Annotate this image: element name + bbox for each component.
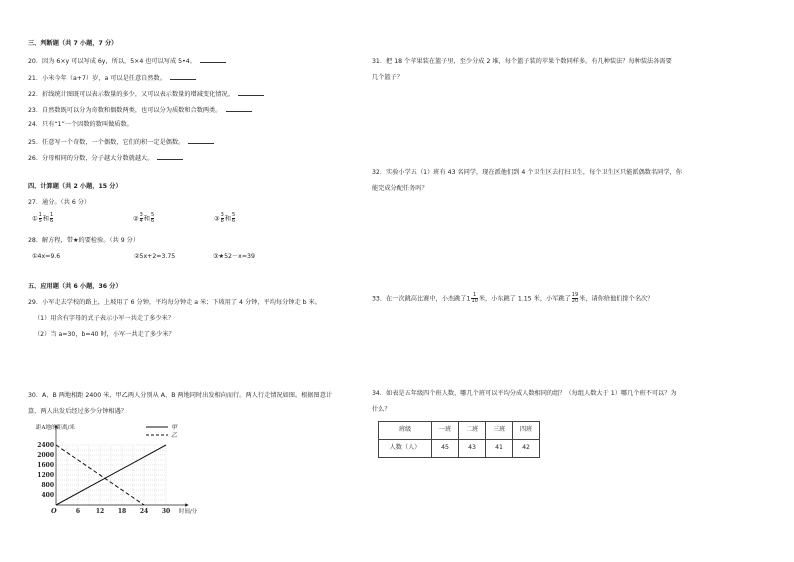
table-header-cell: 三班 xyxy=(486,422,513,440)
y-tick-label: 400 xyxy=(41,492,54,499)
y-tick-label: 2400 xyxy=(37,442,54,449)
y-tick-label: 1200 xyxy=(37,472,54,479)
question-25: 25．任意写一个奇数，一个偶数，它们的积一定是偶数。 xyxy=(28,138,214,146)
question-34-line-1: 34．如表是五年级四个班人数，哪几个班可以平均分成人数相同的组？（每组人数大于 1）哪几个班不可以？为 xyxy=(372,390,677,397)
table-cell: 42 xyxy=(513,440,540,458)
question-23: 23．自然数既可以分为奇数和偶数两类，也可以分为质数和合数两类。 xyxy=(28,106,252,114)
table-cell: 41 xyxy=(486,440,513,458)
question-30-line-2: 算，两人出发后经过多少分钟相遇？ xyxy=(28,408,127,415)
question-27-option-3: ③ $\frac{3}{8}$ 和 $\frac{5}{6}$ xyxy=(214,212,236,224)
table-row xyxy=(379,440,540,458)
fraction: $\frac{5}{6}$ xyxy=(231,212,236,224)
table-cell: 45 xyxy=(432,440,459,458)
answer-blank[interactable] xyxy=(238,90,264,96)
legend-label: 甲 xyxy=(171,424,178,432)
table-header-cell: 四班 xyxy=(513,422,540,440)
question-24: 24．只有“1”一个因数的数叫做质数。 xyxy=(28,121,133,128)
question-30-line-1: 30．A、B 两地相距 2400 米，甲乙两人分别从 A、B 两地同时出发相向而行。两人行走情况如图。根据图意计 xyxy=(28,392,333,399)
question-27-option-2: ② $\frac{3}{4}$ 和 $\frac{5}{6}$ xyxy=(133,212,155,224)
fraction: $\frac{3}{4}$ xyxy=(139,212,143,224)
question-28-option-2: ②5x+2=3.75 xyxy=(134,253,176,260)
question-29-part-2: （2）当 a=30，b=40 时，小军一共走了多少米？ xyxy=(34,331,175,338)
fraction: $\frac{5}{6}$ xyxy=(150,212,155,224)
legend-label: 乙 xyxy=(171,432,178,440)
question-27-option-1: ① $\frac{1}{5}$ 和 $\frac{1}{6}$ xyxy=(32,212,54,224)
section-judgement-title: 三、判断题（共 7 小题，7 分） xyxy=(28,40,118,47)
y-tick-label: 800 xyxy=(41,482,54,489)
x-axis-label: 时间/分 xyxy=(178,509,198,515)
question-28-option-3: ③★52－x=39 xyxy=(213,253,255,260)
fraction: $\frac{1}{5}$ xyxy=(38,212,42,224)
answer-blank[interactable] xyxy=(200,57,226,63)
fraction: $\frac{1}{6}$ xyxy=(49,212,54,224)
question-26: 26．分母相同的分数，分子越大分数就越大。 xyxy=(28,154,183,162)
question-22: 22．折线统计图既可以表示数量的多少，又可以表示数量的增减变化情况。 xyxy=(28,90,264,98)
section-application-title: 五、应用题（共 6 小题，36 分） xyxy=(28,283,122,290)
table-row xyxy=(379,422,540,440)
question-34-line-2: 什么？ xyxy=(372,406,391,413)
table-header-cell: 班级 xyxy=(379,422,432,440)
question-29-part-1: （1）用含有字母的式子表示小军一共走了多少米？ xyxy=(34,315,175,322)
question-31-line-1: 31．把 18 个苹果装在篮子里，至少分成 2 堆，每个篮子装的苹果个数同样多。有几种装法？每种装法各需要 xyxy=(372,58,672,65)
section-calculation-title: 四、计算题（共 2 小题，15 分） xyxy=(28,183,122,190)
class-size-table xyxy=(378,421,540,458)
question-20: 20．因为 6×y 可以写成 6y，所以，5×4 也可以写成 5•4。 xyxy=(28,57,226,65)
fraction: $\frac{3}{8}$ xyxy=(220,212,224,224)
table-header-cell: 二班 xyxy=(459,422,486,440)
x-tick-label: 18 xyxy=(117,508,127,515)
question-31-line-2: 几个篮子？ xyxy=(372,74,403,81)
answer-blank[interactable] xyxy=(226,106,252,112)
question-28-option-1: ①4x=9.6 xyxy=(32,253,61,260)
table-cell: 43 xyxy=(459,440,486,458)
y-tick-label: 2000 xyxy=(37,452,54,459)
table-header-cell: 一班 xyxy=(432,422,459,440)
question-21: 21．小米今年（a+7）岁，a 可以是任意自然数。 xyxy=(28,74,196,82)
x-tick-label: 24 xyxy=(139,508,149,515)
origin-label: O xyxy=(51,507,57,515)
answer-blank[interactable] xyxy=(170,74,196,80)
question-29: 29．小军走去学校的路上，上坡用了 6 分钟，平均每分钟走 a 米；下坡用了 4 分钟，平均每分钟走 b 米。 xyxy=(28,299,321,306)
question-28: 28．解方程，带★的要检验。（共 9 分） xyxy=(28,237,140,244)
question-27: 27．通分。（共 6 分） xyxy=(28,199,91,206)
fraction: $\frac{1}{10}$ xyxy=(471,292,478,304)
x-tick-label: 12 xyxy=(95,508,105,515)
x-tick-label: 6 xyxy=(75,508,81,515)
answer-blank[interactable] xyxy=(188,138,214,144)
question-32-line-1: 32．实验小学五（1）班有 43 名同学，现在派他们到 4 个卫生区去打扫卫生，每个卫生区只能派偶数名同学，你 xyxy=(372,169,682,176)
fraction: $\frac{19}{20}$ xyxy=(571,292,579,304)
table-cell: 人数（人） xyxy=(379,440,432,458)
distance-time-chart xyxy=(30,421,200,521)
y-axis-label: 距A地的距离/米 xyxy=(36,425,75,431)
answer-blank[interactable] xyxy=(157,154,183,160)
question-32-line-2: 能完成分配任务吗？ xyxy=(372,185,428,192)
x-tick-label: 30 xyxy=(161,508,171,515)
question-33: 33．在一次跳高比赛中，小杰跳了1 $\frac{1}{10}$ 米，小东跳了 1.15 米，小军跳了 $\frac{19}{20}$ 米，请你给他们排个名次？ xyxy=(372,292,654,304)
y-tick-label: 1600 xyxy=(37,462,54,469)
